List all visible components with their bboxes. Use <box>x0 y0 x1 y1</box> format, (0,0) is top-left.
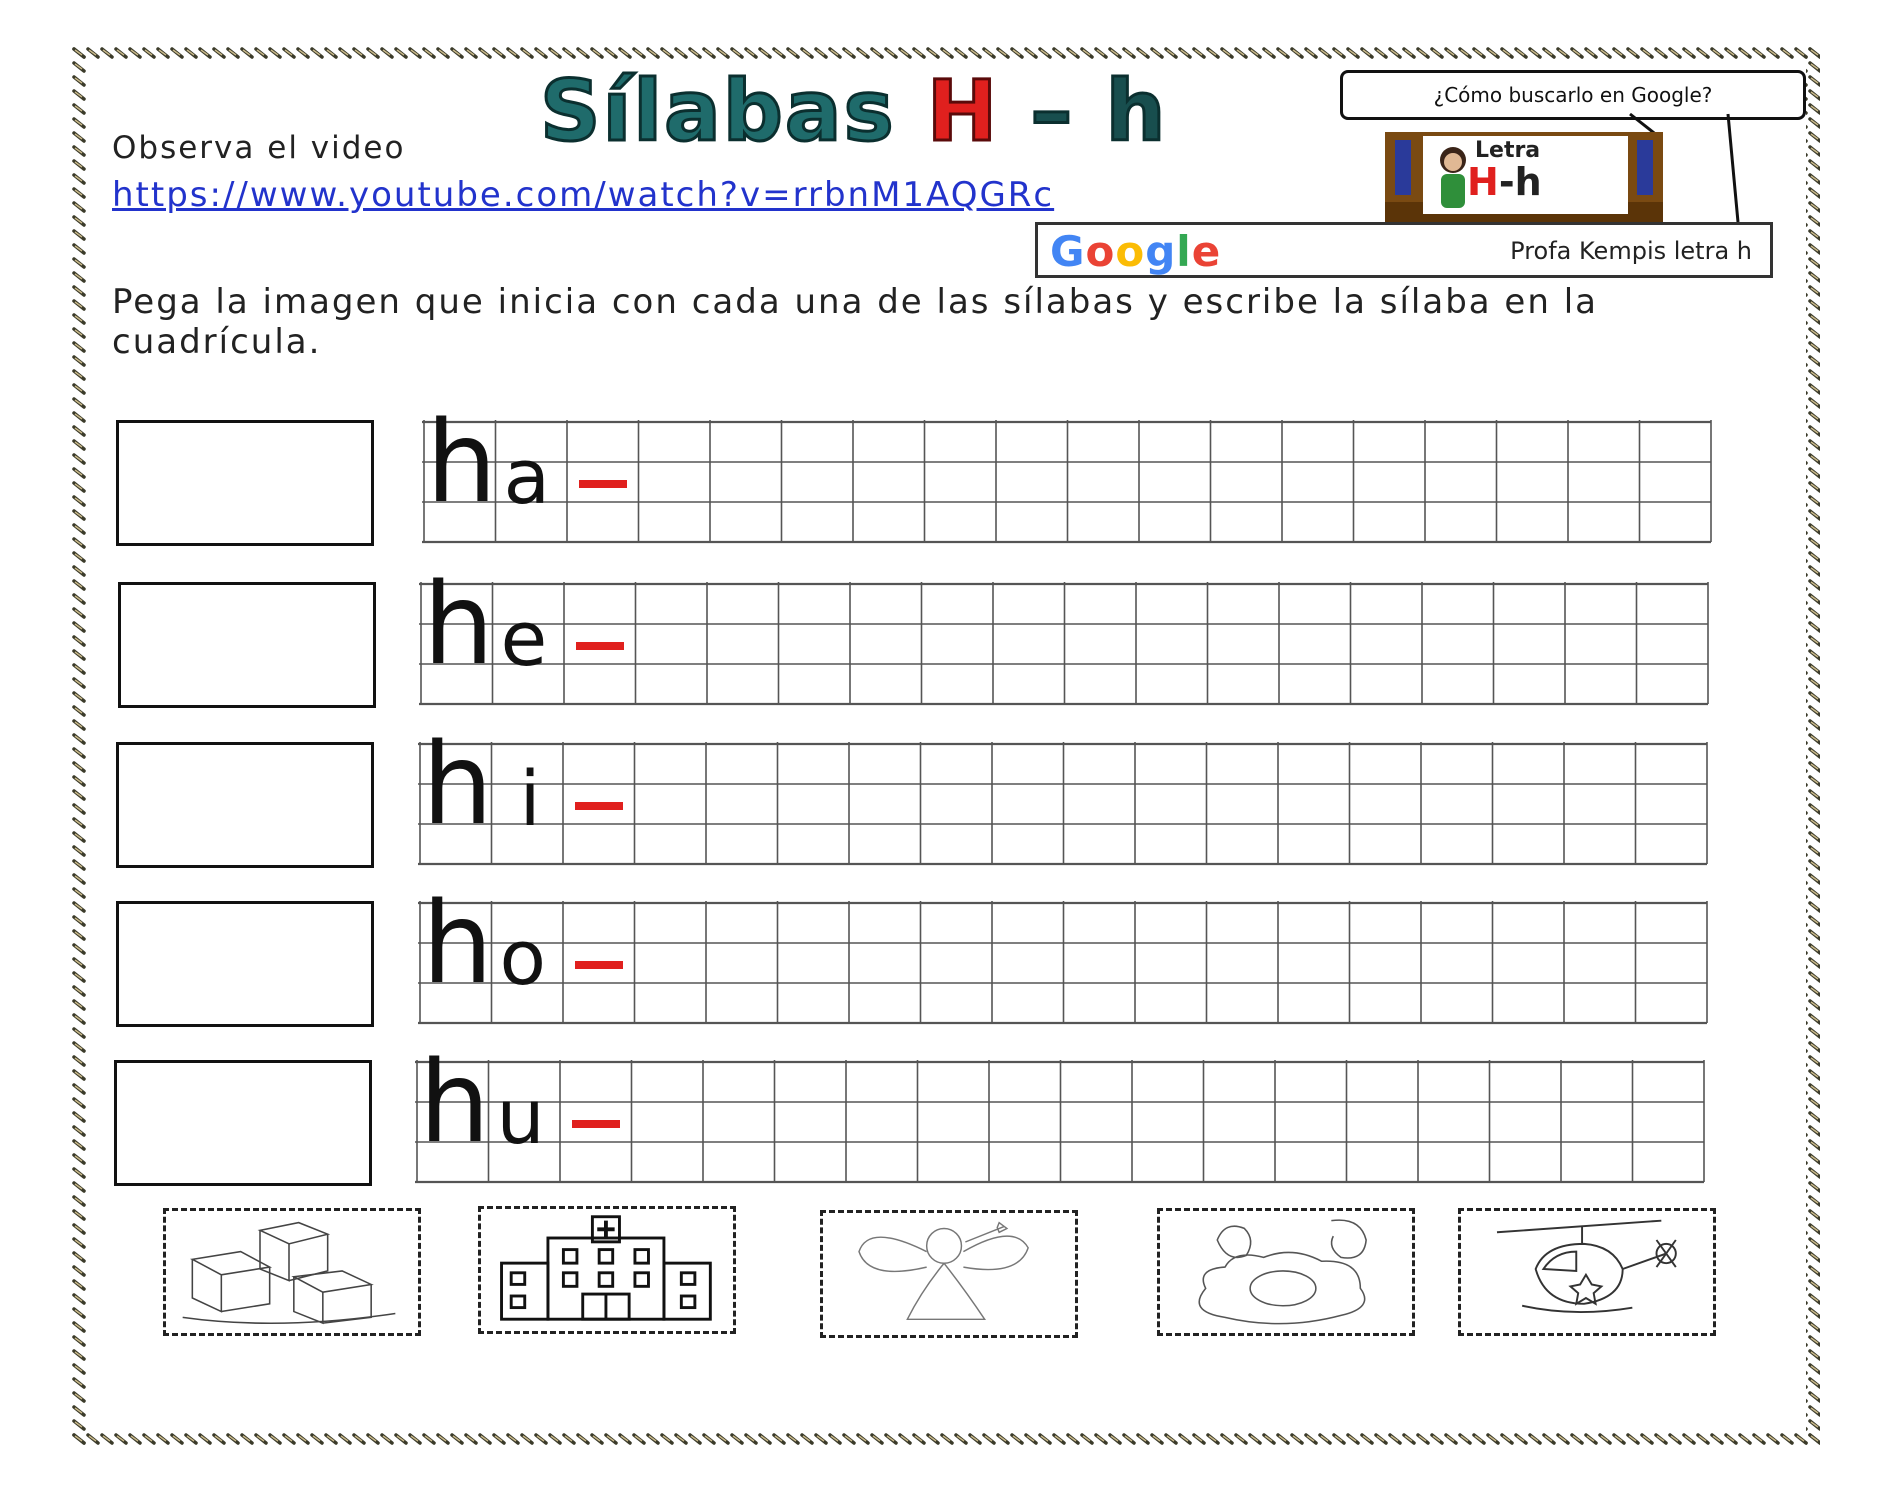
hospital-icon <box>481 1209 727 1325</box>
syllable-consonant: h <box>426 398 497 528</box>
paste-image-box[interactable] <box>114 1060 372 1186</box>
syllable-dash <box>575 961 623 969</box>
cutout-picture-card[interactable] <box>163 1208 421 1336</box>
syllable-dash <box>576 642 624 650</box>
instructions-text: Pega la imagen que inicia con cada una de las sílabas y escribe la sílaba en la cuadrícula. <box>112 282 1598 362</box>
title-uppercase-letter: H <box>926 62 1000 160</box>
paste-image-box[interactable] <box>116 901 374 1027</box>
thumbnail-title: Letra <box>1475 138 1541 163</box>
syllable-vowel: i <box>519 754 541 843</box>
paste-image-box[interactable] <box>118 582 376 708</box>
google-help-callout: ¿Cómo buscarlo en Google? <box>1340 70 1806 120</box>
video-link[interactable]: https://www.youtube.com/watch?v=rrbnM1AQGRc <box>112 175 1055 215</box>
page-title: Sílabas H – h <box>540 62 1168 160</box>
cutout-picture-card[interactable] <box>1458 1208 1716 1336</box>
helicopter-icon <box>1461 1211 1707 1327</box>
syllable-vowel: a <box>503 432 551 521</box>
title-lowercase-letter: h <box>1105 62 1168 160</box>
syllable-dash <box>575 802 623 810</box>
paste-image-box[interactable] <box>116 742 374 868</box>
syllable-dash <box>572 1120 620 1128</box>
observe-video-label: Observa el video <box>112 130 406 166</box>
syllable-consonant: h <box>423 560 494 690</box>
egg-icon <box>1160 1211 1406 1327</box>
video-thumbnail[interactable] <box>1385 132 1663 222</box>
syllable-consonant: h <box>419 1038 490 1168</box>
cutout-picture-card[interactable] <box>478 1206 736 1334</box>
cutout-picture-card[interactable] <box>820 1210 1078 1338</box>
syllable-dash <box>579 480 627 488</box>
thumbnail-letters: H-h <box>1467 160 1542 204</box>
google-search-bar[interactable] <box>1035 222 1773 278</box>
syllable-vowel: u <box>496 1072 545 1161</box>
syllable-consonant: h <box>422 720 493 850</box>
syllable-vowel: e <box>500 594 548 683</box>
fairy-icon <box>823 1213 1069 1329</box>
search-query-text: Profa Kempis letra h <box>1510 237 1752 265</box>
google-logo: Google <box>1050 227 1222 276</box>
syllable-vowel: o <box>499 913 546 1002</box>
ice-cubes-icon <box>166 1211 412 1327</box>
paste-image-box[interactable] <box>116 420 374 546</box>
cutout-picture-card[interactable] <box>1157 1208 1415 1336</box>
syllable-consonant: h <box>422 879 493 1009</box>
